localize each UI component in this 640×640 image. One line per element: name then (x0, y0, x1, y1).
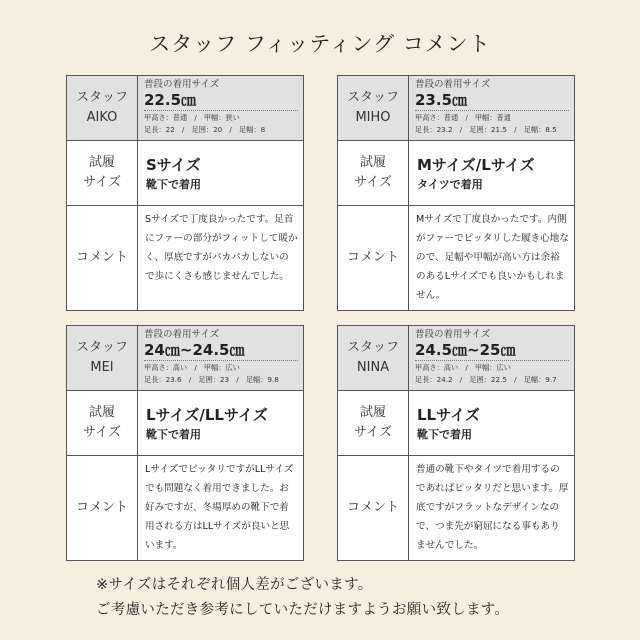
staff-row (338, 76, 574, 141)
usual-size-value: 24㎝~24.5㎝ (144, 341, 298, 361)
fit-row (67, 141, 303, 206)
fit-label-line2: サイズ (83, 175, 121, 190)
usual-size-label: 普段の着用サイズ (144, 79, 220, 90)
comment-text: LサイズでピッタリですがLLサイズでも問題なく着用できました。お好みですが、冬場厚めの靴下で着用される方はLLサイズが良いと思います。 (145, 464, 294, 551)
comment-row (67, 206, 303, 310)
staff-card-aiko (66, 75, 304, 311)
footer-note-line2: ご考慮いただき参考にしていただけますようお願い致します。 (96, 602, 510, 618)
foot-stats-line1: 甲高さ：普通 / 甲幅：普通 (415, 113, 511, 122)
fit-note: 靴下で着用 (146, 177, 201, 191)
usual-size-label: 普段の着用サイズ (144, 329, 220, 340)
comment-label: コメント (75, 500, 128, 515)
fit-size-value: Lサイズ/LLサイズ (146, 405, 268, 424)
fit-cell (409, 391, 574, 455)
comment-label-cell (338, 206, 409, 310)
fit-label-cell (67, 141, 138, 205)
usual-size-cell (138, 76, 303, 140)
usual-size-value: 23.5㎝ (415, 91, 569, 111)
staff-label: スタッフ (346, 340, 399, 355)
staff-label-cell (338, 326, 409, 390)
staff-label: スタッフ (75, 340, 128, 355)
fit-row (338, 391, 574, 456)
fit-label-line2: サイズ (354, 425, 392, 440)
foot-stats-line1: 甲高さ：普通 / 甲幅：狭い (144, 113, 240, 122)
staff-row (338, 326, 574, 391)
fit-label-cell (338, 141, 409, 205)
usual-size-cell (138, 326, 303, 390)
foot-stats-line2: 足長：22 / 足囲：20 / 足幅：8 (144, 125, 266, 134)
usual-size-cell (409, 326, 574, 390)
fit-note: 靴下で着用 (146, 427, 201, 441)
fit-size-value: Mサイズ/Lサイズ (417, 155, 535, 174)
comment-row (338, 456, 574, 560)
comment-label-cell (67, 206, 138, 310)
fit-label-line2: サイズ (83, 425, 121, 440)
fit-cell (138, 391, 303, 455)
fit-label-cell (338, 391, 409, 455)
staff-label-cell (67, 326, 138, 390)
comment-text: 普通の靴下やタイツで着用するのであればピッタリだと思います。厚底ですがフラットなデザインなので、つま先が窮屈になる事もありませんでした。 (416, 464, 569, 551)
fit-row (338, 141, 574, 206)
fit-label-cell (67, 391, 138, 455)
staff-name: NINA (356, 360, 390, 375)
fit-row (67, 391, 303, 456)
fit-label-line1: 試履 (359, 405, 386, 420)
staff-card-miho (337, 75, 575, 311)
comment-text: Mサイズで丁度良かったです。内側がファーでピッタリした履き心地なので、足幅や甲幅が高い方は余裕のあるLサイズでも良いかもしれません。 (416, 214, 569, 301)
fit-size-value: LLサイズ (417, 405, 480, 424)
staff-row (67, 76, 303, 141)
comment-text: Sサイズで丁度良かったです。足首にファーの部分がフィットして暖かく、厚底ですがパカパカしないので歩にくさも感じませんでした。 (145, 214, 298, 282)
staff-card-nina (337, 325, 575, 561)
staff-name: AIKO (86, 110, 118, 125)
fit-size-value: Sサイズ (146, 155, 201, 174)
fit-cell (409, 141, 574, 205)
staff-row (67, 326, 303, 391)
foot-stats-line2: 足長：23.2 / 足囲：21.5 / 足幅：8.5 (415, 125, 557, 134)
staff-label: スタッフ (75, 90, 128, 105)
fit-label-line1: 試履 (359, 155, 386, 170)
staff-name: MEI (90, 360, 114, 375)
staff-name: MIHO (355, 110, 391, 125)
staff-label: スタッフ (346, 90, 399, 105)
footer-note-line1: ※サイズはそれぞれ個人差がございます。 (96, 577, 373, 593)
fit-label-line1: 試履 (88, 155, 115, 170)
usual-size-cell (409, 76, 574, 140)
comment-row (338, 206, 574, 310)
staff-label-cell (67, 76, 138, 140)
usual-size-value: 24.5㎝~25㎝ (415, 341, 569, 361)
comment-label: コメント (346, 500, 399, 515)
comment-label: コメント (346, 250, 399, 265)
usual-size-value: 22.5㎝ (144, 91, 298, 111)
foot-stats-line1: 甲高さ：高い / 甲幅：広い (415, 363, 511, 372)
fit-label-line2: サイズ (354, 175, 392, 190)
foot-stats-line2: 足長：23.6 / 足囲：23 / 足幅：9.8 (144, 375, 279, 384)
comment-label-cell (67, 456, 138, 560)
foot-stats-line2: 足長：24.2 / 足囲：22.5 / 足幅：9.7 (415, 375, 557, 384)
fit-cell (138, 141, 303, 205)
fit-note: 靴下で着用 (417, 427, 472, 441)
foot-stats-line1: 甲高さ：高い / 甲幅：広い (144, 363, 240, 372)
comment-row (67, 456, 303, 560)
comment-label-cell (338, 456, 409, 560)
page-title: スタッフ フィッティング コメント (149, 32, 491, 56)
comment-label: コメント (75, 250, 128, 265)
fit-label-line1: 試履 (88, 405, 115, 420)
staff-label-cell (338, 76, 409, 140)
usual-size-label: 普段の着用サイズ (415, 79, 491, 90)
fit-note: タイツで着用 (417, 177, 483, 191)
staff-card-mei (66, 325, 304, 561)
usual-size-label: 普段の着用サイズ (415, 329, 491, 340)
